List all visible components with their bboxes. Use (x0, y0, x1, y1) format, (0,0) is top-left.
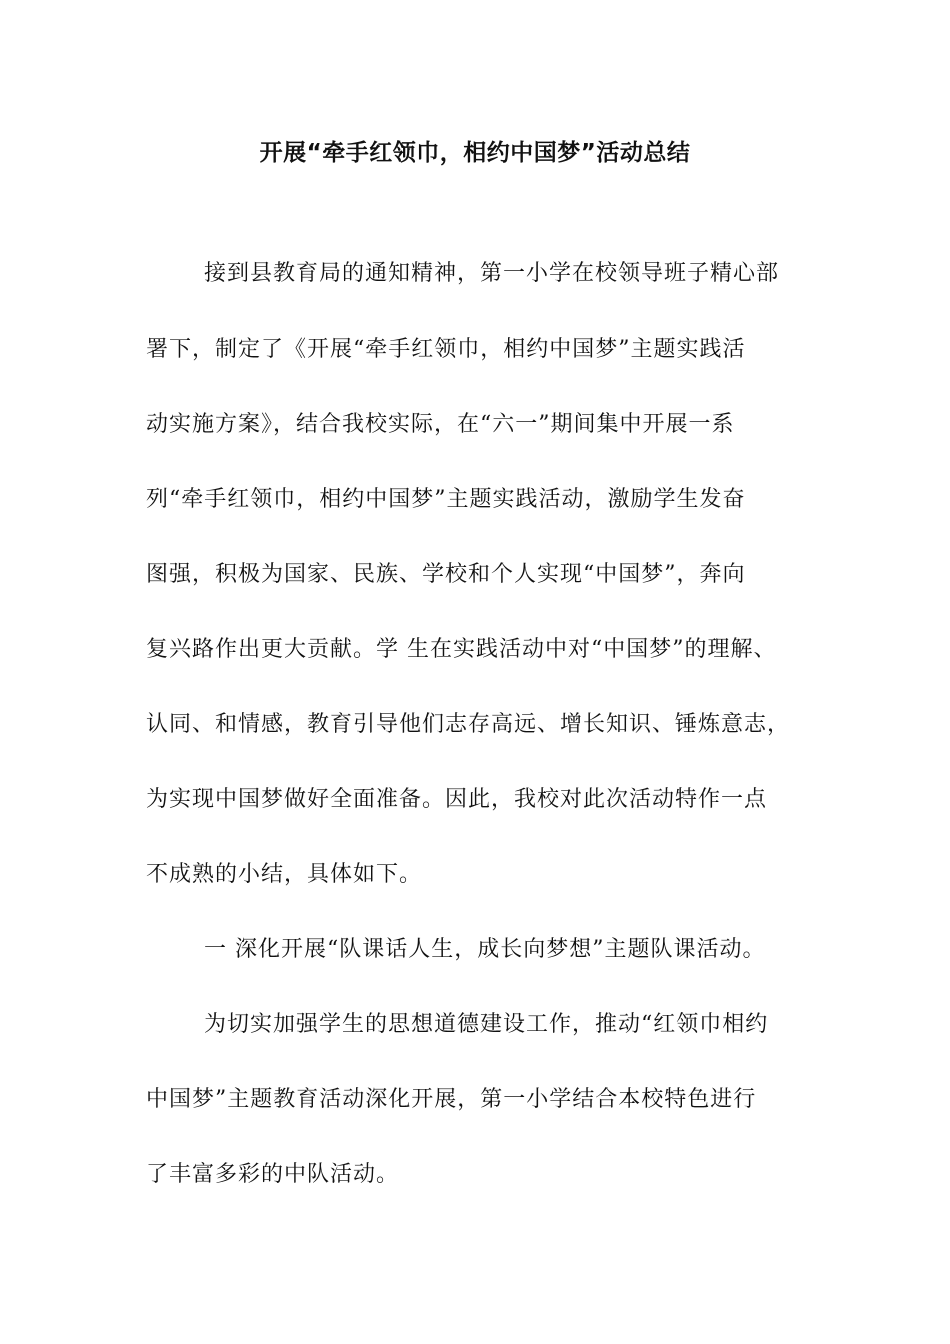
paragraph-line: 为切实加强学生的思想道德建设工作，推动“红领巾相约 (204, 1012, 769, 1037)
paragraph-line: 认同、和情感，教育引导他们志存高远、增长知识、锤炼意志， (146, 712, 791, 737)
paragraph-line: 不成熟的小结，具体如下。 (146, 862, 423, 887)
document-title: 开展“牵手红领巾，相约中国梦”活动总结 (259, 140, 691, 166)
paragraph-line: 中国梦”主题教育活动深化开展，第一小学结合本校特色进行 (146, 1087, 757, 1112)
paragraph-line: 列“牵手红领巾，相约中国梦”主题实践活动，激励学生发奋 (146, 487, 746, 512)
section-heading: 一 深化开展“队课话人生，成长向梦想”主题队课活动。 (204, 937, 766, 962)
paragraph-line: 为实现中国梦做好全面准备。因此，我校对此次活动特作一点 (146, 787, 768, 812)
paragraph-line: 接到县教育局的通知精神，第一小学在校领导班子精心部 (204, 261, 780, 286)
paragraph-line: 复兴路作出更大贡献。学 生在实践活动中对“中国梦”的理解、 (146, 637, 777, 662)
paragraph-line: 署下，制定了《开展“牵手红领巾，相约中国梦”主题实践活 (146, 337, 746, 362)
paragraph-line: 动实施方案》，结合我校实际，在“六一”期间集中开展一系 (146, 412, 735, 437)
paragraph-line: 图强，积极为国家、民族、学校和个人实现“中国梦”，奔向 (146, 562, 746, 587)
paragraph-line: 了丰富多彩的中队活动。 (146, 1162, 400, 1187)
